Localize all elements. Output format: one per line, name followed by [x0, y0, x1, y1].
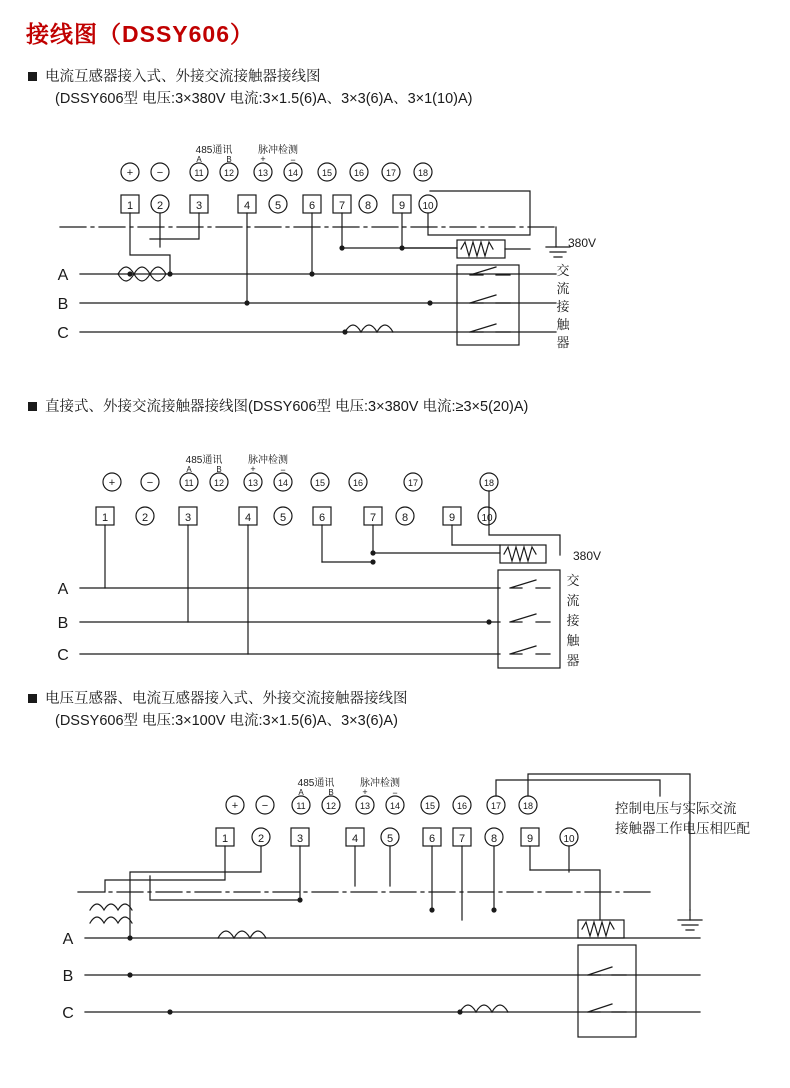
section-2-heading	[28, 396, 528, 418]
label-b-3: B	[328, 788, 334, 797]
note-line-2-3: 接触器工作电压相匹配	[615, 821, 750, 836]
label-a-3: A	[298, 788, 304, 797]
square-bullet-icon	[28, 694, 37, 703]
terminal-14-2: 14	[277, 478, 289, 488]
label-b-2: B	[216, 465, 222, 474]
terminal-12-2: 12	[213, 478, 225, 488]
section-3-bullet-text: 电压互感器、电流互感器接入式、外接交流接触器接线图	[45, 691, 408, 707]
section-3-heading	[28, 688, 408, 733]
note-line-1-3: 控制电压与实际交流	[615, 801, 737, 816]
label-pulse-plus-3: +	[362, 787, 368, 797]
terminal-plus-1: +	[126, 167, 134, 179]
square-10-1: 10	[422, 201, 434, 212]
label-485-3: 485通讯	[297, 778, 335, 789]
contactor-char-2-1: 流	[556, 281, 570, 296]
square-3-1: 3	[195, 200, 203, 212]
square-5-1: 5	[274, 200, 282, 212]
square-7-2: 7	[369, 512, 377, 524]
square-7-3: 7	[458, 833, 466, 845]
label-a-2: A	[186, 465, 192, 474]
voltage-380v-2: 380V	[573, 549, 602, 563]
terminal-18-2: 18	[483, 478, 495, 488]
terminal-18-1: 18	[417, 168, 429, 178]
label-pulse-plus-1: +	[260, 154, 266, 164]
terminal-14-3: 14	[389, 801, 401, 811]
square-5-3: 5	[386, 833, 394, 845]
phase-a-2: A	[57, 581, 69, 598]
terminal-16-1: 16	[353, 168, 365, 178]
terminal-16-2: 16	[352, 478, 364, 488]
terminal-11-1: 11	[194, 168, 204, 178]
contactor-char-4-2: 触	[566, 633, 580, 648]
section-2-bullet-text: 直接式、外接交流接触器接线图(DSSY606型 电压:3×380V 电流:≥3×5(20)A)	[45, 399, 529, 415]
phase-a-1: A	[57, 267, 69, 284]
terminal-11-3: 11	[296, 801, 306, 811]
label-485-2: 485通讯	[185, 455, 223, 466]
label-485-1: 485通讯	[195, 145, 233, 156]
terminal-17-1: 17	[385, 168, 397, 178]
terminal-13-2: 13	[247, 478, 259, 488]
terminal-14-1: 14	[287, 168, 299, 178]
square-9-3: 9	[526, 833, 534, 845]
terminal-17-2: 17	[407, 478, 419, 488]
square-3-3: 3	[296, 833, 304, 845]
terminal-17-3: 17	[490, 801, 502, 811]
contactor-char-4-1: 触	[556, 317, 570, 332]
phase-b-1: B	[57, 296, 69, 313]
square-bullet-icon	[28, 72, 37, 81]
section-1-bullet-text: 电流互感器接入式、外接交流接触器接线图	[45, 69, 321, 85]
square-3-2: 3	[184, 512, 192, 524]
label-pulse-minus-3: −	[392, 788, 398, 798]
contactor-char-5-1: 器	[556, 335, 570, 350]
square-4-3: 4	[351, 833, 359, 845]
square-bullet-icon	[28, 402, 37, 411]
phase-b-3: B	[62, 968, 74, 985]
phase-c-2: C	[57, 647, 69, 664]
square-7-1: 7	[338, 200, 346, 212]
voltage-380v-1: 380V	[568, 236, 597, 250]
contactor-char-1-1: 交	[556, 263, 570, 278]
terminal-16-3: 16	[456, 801, 468, 811]
terminal-minus-2: −	[146, 477, 154, 489]
label-pulse-1: 脉冲检测	[258, 145, 298, 156]
square-2-3: 2	[257, 833, 265, 845]
contactor-char-2-2: 流	[566, 593, 580, 608]
section-3-sub-text: (DSSY606型 电压:3×100V 电流:3×1.5(6)A、3×3(6)A)	[55, 713, 398, 730]
contactor-char-3-2: 接	[566, 613, 580, 628]
phase-c-3: C	[62, 1005, 74, 1022]
square-6-3: 6	[428, 833, 436, 845]
label-pulse-minus-1: −	[290, 155, 296, 165]
label-pulse-3: 脉冲检测	[360, 778, 400, 789]
square-8-3: 8	[490, 833, 498, 845]
terminal-plus-3: +	[231, 800, 239, 812]
phase-c-1: C	[57, 325, 69, 342]
label-a-1: A	[196, 155, 202, 164]
square-8-2: 8	[401, 512, 409, 524]
square-6-2: 6	[318, 512, 326, 524]
label-pulse-2: 脉冲检测	[248, 455, 288, 466]
label-b-1: B	[226, 155, 232, 164]
contactor-char-5-2: 器	[566, 653, 580, 668]
terminal-plus-2: +	[108, 477, 116, 489]
contactor-char-3-1: 接	[556, 299, 570, 314]
diagram-3	[0, 760, 790, 1070]
square-4-2: 4	[244, 512, 252, 524]
square-2-2: 2	[141, 512, 149, 524]
square-9-2: 9	[448, 512, 456, 524]
page-title: 接线图（DSSY606）	[26, 21, 255, 47]
square-5-2: 5	[279, 512, 287, 524]
square-10-3: 10	[563, 834, 575, 845]
section-1-heading	[28, 66, 472, 111]
phase-b-2: B	[57, 615, 69, 632]
square-6-1: 6	[308, 200, 316, 212]
square-1-1: 1	[126, 200, 134, 212]
terminal-12-1: 12	[223, 168, 235, 178]
terminal-minus-1: −	[156, 167, 164, 179]
section-1-sub-text: (DSSY606型 电压:3×380V 电流:3×1.5(6)A、3×3(6)A、3×1(10)A)	[55, 91, 473, 108]
terminal-13-3: 13	[359, 801, 371, 811]
contactor-char-1-2: 交	[566, 573, 580, 588]
terminal-18-3: 18	[522, 801, 534, 811]
label-pulse-plus-2: +	[250, 464, 256, 474]
terminal-minus-3: −	[261, 800, 269, 812]
square-9-1: 9	[398, 200, 406, 212]
terminal-13-1: 13	[257, 168, 269, 178]
terminal-15-2: 15	[314, 478, 326, 488]
square-8-1: 8	[364, 200, 372, 212]
terminal-15-1: 15	[321, 168, 333, 178]
terminal-15-3: 15	[424, 801, 436, 811]
diagram-2	[0, 440, 790, 685]
square-1-3: 1	[221, 833, 229, 845]
phase-a-3: A	[62, 931, 74, 948]
square-1-2: 1	[101, 512, 109, 524]
square-2-1: 2	[156, 200, 164, 212]
label-pulse-minus-2: −	[280, 465, 286, 475]
square-10-2: 10	[481, 513, 493, 524]
terminal-11-2: 11	[184, 478, 194, 488]
terminal-12-3: 12	[325, 801, 337, 811]
square-4-1: 4	[243, 200, 251, 212]
diagram-1	[0, 135, 790, 375]
